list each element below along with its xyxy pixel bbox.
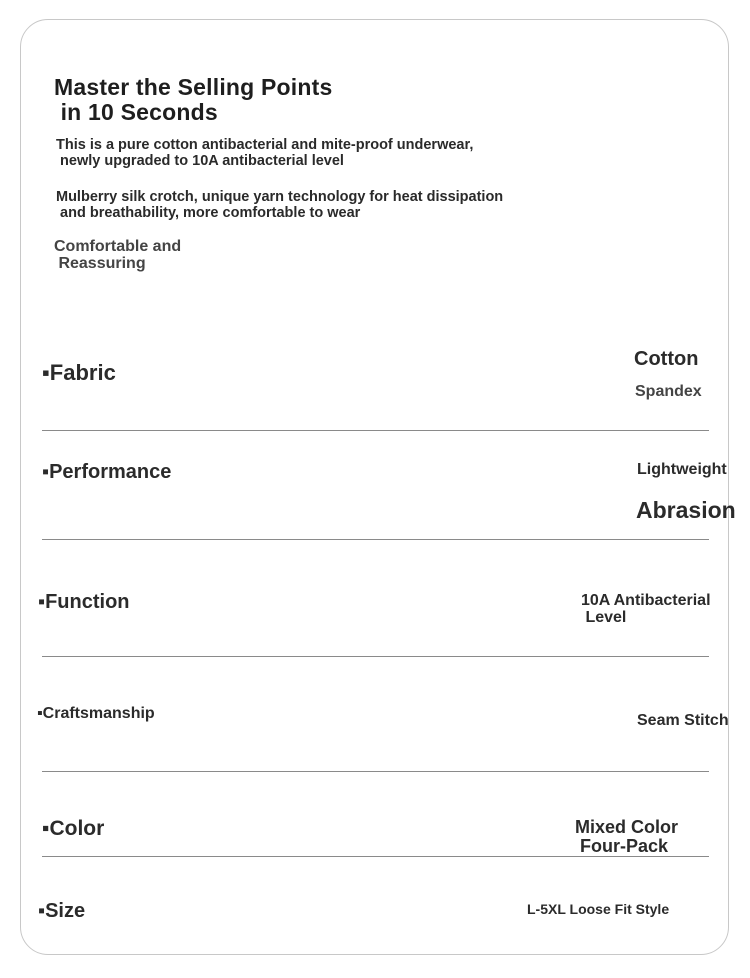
spec-label-function: ▪Function [38, 591, 130, 613]
spec-value-performance-abrasion: Abrasion [636, 497, 736, 523]
divider [42, 856, 709, 857]
spec-label-fabric: ▪Fabric [42, 360, 116, 385]
spec-label-performance: ▪Performance [42, 461, 172, 483]
spec-label-color: ▪Color [42, 817, 105, 840]
spec-value-size: L-5XL Loose Fit Style [527, 901, 670, 917]
comfort-tagline: Comfortable and Reassuring [54, 238, 182, 272]
divider [42, 656, 709, 657]
spec-value-color: Mixed Color Four-Pack [575, 817, 679, 856]
spec-value-craftsmanship: Seam Stitch [637, 712, 729, 729]
spec-value-performance-lightweight: Lightweight [637, 461, 727, 478]
spec-label-craftsmanship: ▪Craftsmanship [37, 705, 155, 722]
page-title: Master the Selling Points in 10 Seconds [54, 74, 333, 125]
spec-label-size: ▪Size [38, 900, 86, 922]
spec-value-fabric-spandex: Spandex [635, 383, 702, 400]
description-silk: Mulberry silk crotch, unique yarn technology for heat dissipation and breathability, more comfortable to wear [56, 189, 504, 221]
description-cotton: This is a pure cotton antibacterial and mite-proof underwear, newly upgraded to 10A antibacterial level [56, 137, 474, 169]
spec-value-function: 10A Antibacterial Level [581, 592, 711, 626]
divider [42, 430, 709, 431]
divider [42, 539, 709, 540]
divider [42, 771, 709, 772]
spec-value-fabric-cotton: Cotton [634, 348, 699, 370]
